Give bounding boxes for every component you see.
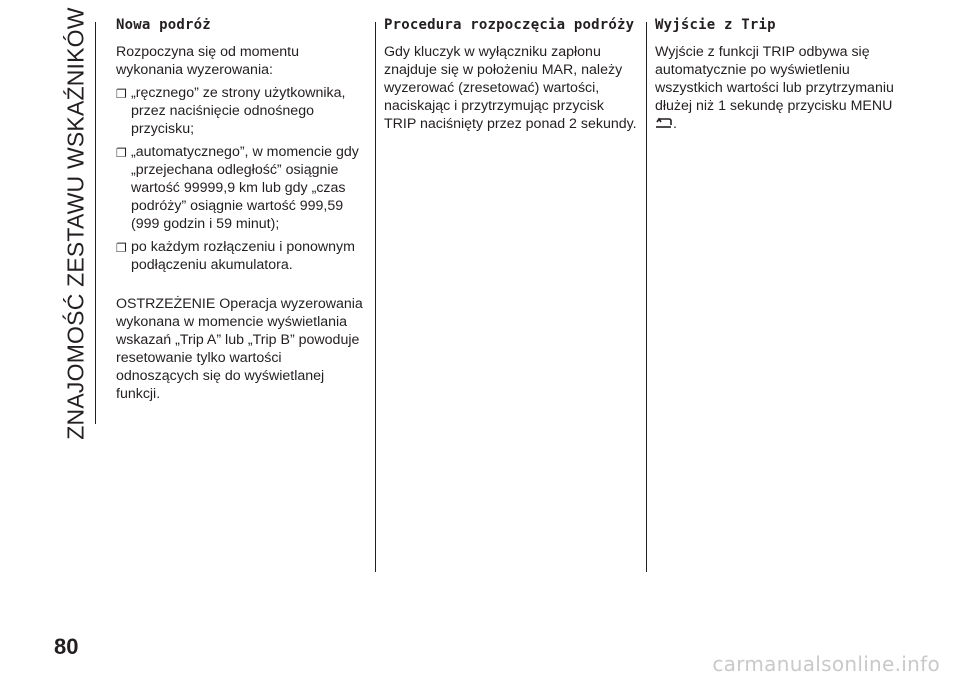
column-start-trip: [384, 18, 639, 138]
side-title-divider: [95, 22, 96, 424]
new-trip-list: [116, 84, 366, 274]
exit-trip-text: Wyjście z funkcji TRIP odbywa się automatycznie po wyświetleniu wszystkich wartości lub przytrzymaniu dłużej niż 1 sekundę przycisku MENU.: [655, 44, 894, 132]
menu-return-arrow-icon: [655, 117, 673, 129]
warning-text: Operacja wyzerowania wykonana w momencie wyświetlania wskazań „Trip A” lub „Trip B” powoduje resetowanie tylko wartości odnoszących się do wyświetlanej funkcji.: [116, 296, 363, 402]
start-trip-text: Gdy kluczyk w wyłączniku zapłonu znajduje się w położeniu MAR, należy wyzerować (zresetować) wartości, naciskając i przytrzymując przycisk TRIP naciśnięty przez ponad 2 sekundy.: [384, 44, 637, 132]
page-number: 80: [54, 634, 79, 659]
checkbox-square-icon: ❐: [116, 87, 127, 101]
heading-new-trip: Nowa podróż: [116, 17, 211, 33]
checkbox-square-icon: ❐: [116, 241, 127, 255]
watermark: carmanualsonline.info: [712, 652, 940, 676]
heading-exit-trip: Wyjście z Trip: [655, 17, 776, 33]
list-item: ❐ „ręcznego” ze strony użytkownika, przez naciśnięcie odnośnego przycisku;: [116, 85, 346, 137]
list-item: ❐ po każdym rozłączeniu i ponownym podłączeniu akumulatora.: [116, 239, 355, 273]
checkbox-square-icon: ❐: [116, 146, 127, 160]
warning-label: OSTRZEŻENIE: [116, 296, 216, 312]
column-divider: [375, 22, 376, 572]
list-item: ❐ „automatycznego”, w momencie gdy „przejechana odległość” osiągnie wartość 99999,9 km lub gdy „czas podróży” osiągnie wartość 999,59 (999 godzin i 59 minut);: [116, 144, 359, 232]
column-exit-trip: [655, 18, 910, 138]
heading-start-trip: Procedura rozpoczęcia podróży: [384, 17, 635, 33]
section-side-title: ZNAJOMOŚĆ ZESTAWU WSKAŹNIKÓW: [62, 6, 89, 440]
column-divider: [646, 22, 647, 572]
new-trip-intro: Rozpoczyna się od momentu wykonania wyzerowania:: [116, 44, 299, 78]
column-new-trip: [116, 18, 366, 408]
warning-note: [116, 295, 366, 403]
